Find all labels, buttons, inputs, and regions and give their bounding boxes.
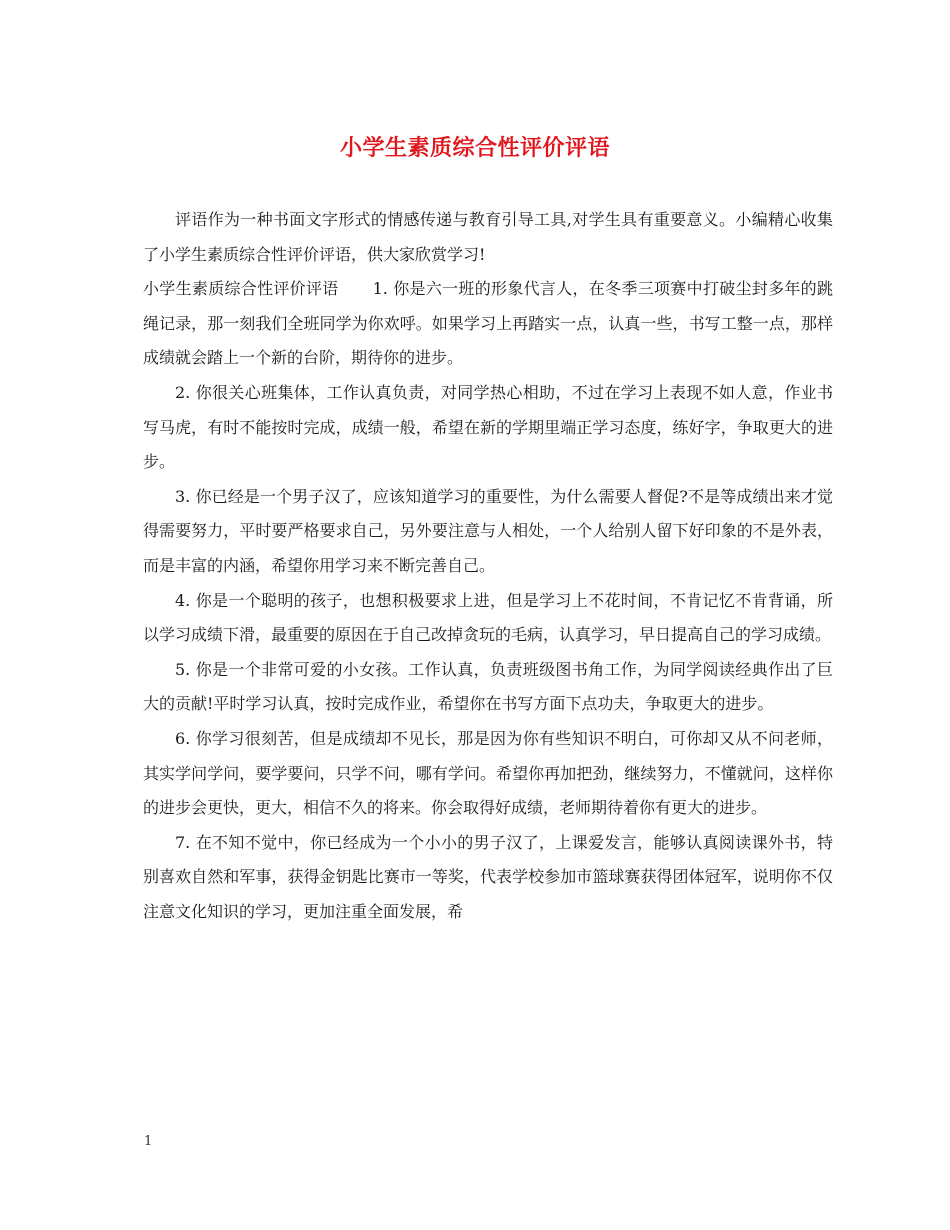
comment-paragraph: 4. 你是一个聪明的孩子，也想积极要求上进，但是学习上不花时间，不肯记忆不肯背诵，所以学习成绩下滑，最重要的原因在于自己改掉贪玩的毛病，认真学习，早日提高自己的学习成绩。	[143, 590, 833, 645]
first-comment-paragraph	[143, 272, 833, 376]
section-label: 小学生素质综合性评价评语	[143, 279, 339, 299]
page-number: 1	[144, 1134, 153, 1149]
comment-text: 1. 你是六一班的形象代言人，在冬季三项赛中打破尘封多年的跳绳记录，那一刻我们全班同学为你欢呼。如果学习上再踏实一点，认真一些，书写工整一点，那样成绩就会踏上一个新的台阶，期待你的进步。	[143, 279, 833, 368]
comment-paragraph: 7. 在不知不觉中，你已经成为一个小小的男子汉了，上课爱发言，能够认真阅读课外书，特别喜欢自然和军事，获得金钥匙比赛市一等奖，代表学校参加市篮球赛获得团体冠军，说明你不仅注意文化知识的学习，更加注重全面发展，希	[143, 832, 833, 921]
comment-paragraph: 2. 你很关心班集体，工作认真负责，对同学热心相助，不过在学习上表现不如人意，作业书写马虎，有时不能按时完成，成绩一般，希望在新的学期里端正学习态度，练好字，争取更大的进步。	[143, 382, 833, 472]
comment-paragraph: 6. 你学习很刻苦，但是成绩却不见长，那是因为你有些知识不明白，可你却又从不问老师，其实学问学问，要学要问，只学不问，哪有学问。希望你再加把劲，继续努力，不懂就问，这样你的进步会更快，更大，相信不久的将来。你会取得好成绩，老师期待着你有更大的进步。	[143, 728, 833, 818]
page-title: 小学生素质综合性评价评语	[339, 135, 610, 161]
document-body	[143, 203, 833, 929]
intro-paragraph: 评语作为一种书面文字形式的情感传递与教育引导工具,对学生具有重要意义。小编精心收集了小学生素质综合性评价评语，供大家欣赏学习!	[143, 210, 833, 264]
comment-paragraph: 3. 你已经是一个男子汉了，应该知道学习的重要性，为什么需要人督促?不是等成绩出来才觉得需要努力，平时要严格要求自己，另外要注意与人相处，一个人给别人留下好印象的不是外表，而是丰富的内涵，希望你用学习来不断完善自己。	[143, 486, 833, 575]
comment-paragraph: 5. 你是一个非常可爱的小女孩。工作认真，负责班级图书角工作，为同学阅读经典作出了巨大的贡献!平时学习认真，按时完成作业，希望你在书写方面下点功夫，争取更大的进步。	[143, 659, 833, 714]
